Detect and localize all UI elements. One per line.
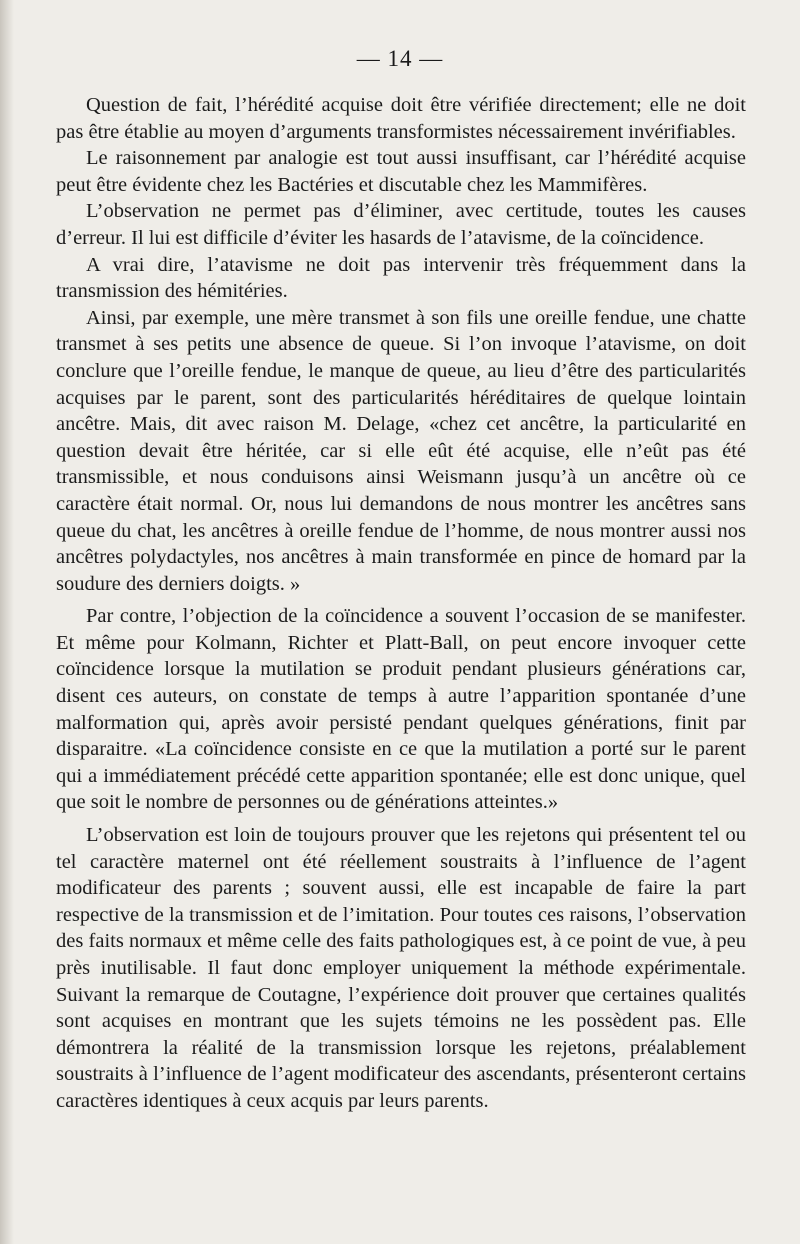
page-number: — 14 — [356,46,444,71]
paragraph-heredite-acquise: Question de fait, l’hérédité acquise doit être vérifiée directement; elle ne doit pas être établie au moyen d’arguments transformistes nécessairement invérifiables. [56,94,746,143]
page-binding-shadow [0,0,14,1244]
paragraph-raisonnement-analogie: Le raisonnement par analogie est tout aussi insuffisant, car l’hérédité acquise peut être évidente chez les Bactéries et discutable chez les Mammifères. [56,147,746,196]
paragraph-exemple-delage: Ainsi, par exemple, une mère transmet à son fils une oreille fendue, une chatte transmet à ses petits une absence de queue. Si l’on invoque l’atavisme, on doit conclure que l’oreille fendue, le manque de queue, au lieu d’être des particularités acquises par le parent, sont des particularités héréditaires de quelque lointain ancêtre. Mais, dit avec raison M. Delage, «chez cet ancêtre, la particularité en question devait être héritée, car si elle eût été acquise, elle n’eût pas été transmissible, et nous conduisons ainsi Weismann jusqu’à un ancêtre où ce caractère était normal. Or, nous lui demandons de nous montrer les ancêtres sans queue du chat, les ancêtres à oreille fendue de l’homme, de nous montrer aussi nos ancêtres polydactyles, nos ancêtres à main transformée en pince de homard par la soudure des derniers doigts. » [56,306,746,595]
page-body [56,92,746,1115]
paragraph-atavisme: A vrai dire, l’atavisme ne doit pas intervenir très fréquemment dans la transmission des hémitéries. [56,253,746,303]
paragraph-observation-erreur: L’observation ne permet pas d’éliminer, avec certitude, toutes les causes d’erreur. Il lui est difficile d’éviter les hasards de l’atavisme, de la coïncidence. [56,200,746,249]
paragraph-methode-experimentale: L’observation est loin de toujours prouver que les rejetons qui présentent tel ou tel caractère maternel ont été réellement soustraits à l’influence de l’agent modificateur des parents ; souvent aussi, elle est incapable de faire la part respective de la transmission et de l’imitation. Pour toutes ces raisons, l’observation des faits normaux et même celle des faits pathologiques est, à ce point de vue, à peu près inutilisable. Il faut donc employer uniquement la méthode expérimentale. Suivant la remarque de Coutagne, l’expérience doit prouver que certaines qualités sont acquises en montrant que les sujets témoins ne les possèdent pas. Elle démontrera la réalité de la transmission lorsque les rejetons, préalablement soustraits à l’influence de l’agent modificateur des ascendants, présenteront certains caractères identiques à ceux acquis par leurs parents. [56,824,746,1112]
paragraph-coincidence: Par contre, l’objection de la coïncidence a souvent l’occasion de se manifester. Et même pour Kolmann, Richter et Platt-Ball, on peut encore invoquer cette coïncidence lorsque la mutilation se produit pendant plusieurs générations car, disent ces auteurs, on constate de temps à autre l’apparition spontanée d’une malformation qui, après avoir persisté pendant quelques générations, finit par disparaitre. «La coïncidence consiste en ce que la mutilation a porté sur le parent qui a immédiatement précédé cette apparition spontanée; elle est donc unique, quel que soit le nombre de personnes ou de générations atteintes.» [56,605,746,814]
